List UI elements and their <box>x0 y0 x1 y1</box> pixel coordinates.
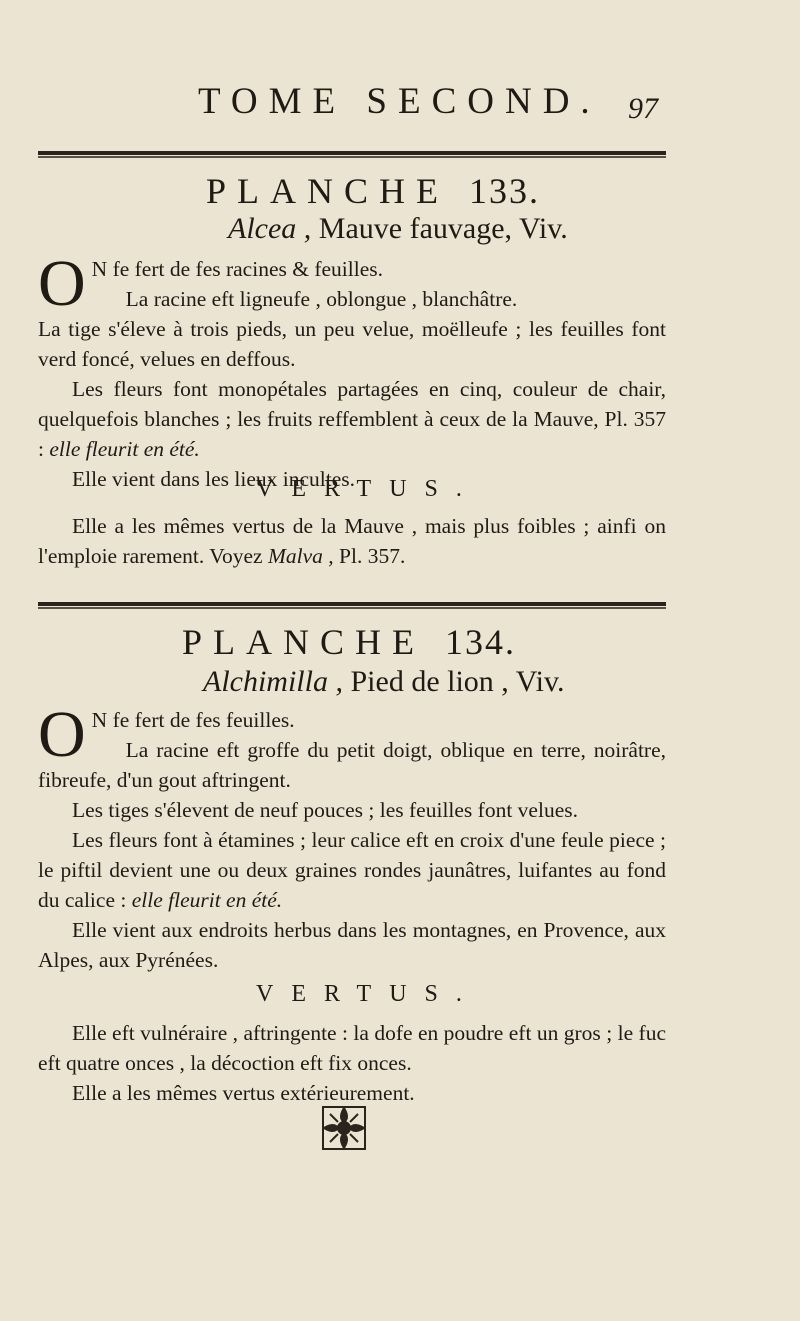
italic-phrase: elle fleurit en été. <box>131 888 283 912</box>
italic-reference: Malva , <box>267 544 334 568</box>
plate-number: 133. <box>469 171 541 211</box>
plate-number: 134. <box>445 622 517 662</box>
description-133 <box>38 247 666 494</box>
paragraph: La racine eft groffe du petit doigt, oblique en terre, noirâtre, fibreufe, d'un gout aftringent. <box>38 738 666 792</box>
plate-heading-134 <box>182 621 800 663</box>
paragraph: Elle a les mêmes vertus de la Mauve , mais plus foibles ; ainfi on l'emploie rarement. Voyez Malva , Pl. 357. <box>38 514 666 568</box>
paragraph: O N fe fert de fes feuilles. <box>38 698 295 771</box>
drop-cap: O <box>38 698 86 771</box>
running-head: TOME SECOND. <box>198 81 601 122</box>
paragraph: O N fe fert de fes racines & feuilles. <box>38 247 383 320</box>
floral-ornament-icon <box>320 1104 368 1152</box>
common-name: Pied de lion , Viv. <box>342 665 565 698</box>
middle-rule <box>38 602 666 609</box>
paragraph: Les fleurs font à étamines ; leur calice eft en croix d'une feule piece ; le piftil devient une ou deux graines rondes jaunâtres, luifantes au fond du calice : elle fleurit en été. <box>38 828 666 912</box>
paragraph: Elle a les mêmes vertus extérieurement. <box>72 1081 415 1105</box>
virtues-133 <box>38 511 666 571</box>
top-rule <box>38 151 666 158</box>
paragraph: La racine eft ligneufe , oblongue , blanchâtre. <box>125 287 518 311</box>
virtues-heading: VERTUS. <box>256 981 480 1007</box>
paragraph: Elle eft vulnéraire , aftringente : la dofe en poudre eft un gros ; le fuc eft quatre onces , la décoction eft fix onces. <box>38 1021 666 1075</box>
paragraph: La tige s'éleve à trois pieds, un peu velue, moëlleufe ; les feuilles font verd foncé, velues en deffous. <box>38 317 666 371</box>
plate-heading-133 <box>206 170 800 212</box>
plate-label: PLANCHE <box>182 622 426 662</box>
virtues-134 <box>38 1018 666 1108</box>
plate-label: PLANCHE <box>206 171 450 211</box>
description-134 <box>38 698 666 975</box>
paragraph: Elle vient dans les lieux incultes. <box>72 467 356 491</box>
paragraph: Les tiges s'élevent de neuf pouces ; les feuilles font velues. <box>72 798 578 822</box>
virtues-heading: VERTUS. <box>256 476 480 502</box>
paragraph: Elle vient aux endroits herbus dans les montagnes, en Provence, aux Alpes, aux Pyrénées. <box>38 918 666 972</box>
drop-cap: O <box>38 247 86 320</box>
paragraph: Les fleurs font monopétales partagées en cinq, couleur de chair, quelquefois blanches ; les fruits reffemblent à ceux de la Mauve, Pl. 357 : elle fleurit en été. <box>38 377 666 461</box>
plant-name-134 <box>203 665 565 699</box>
plant-name-133 <box>228 212 568 246</box>
page-number: 97 <box>628 92 658 125</box>
latin-name: Alcea , <box>228 212 312 245</box>
italic-phrase: elle fleurit en été. <box>49 437 200 461</box>
latin-name: Alchimilla , <box>203 665 343 698</box>
common-name: Mauve fauvage, Viv. <box>311 212 568 245</box>
